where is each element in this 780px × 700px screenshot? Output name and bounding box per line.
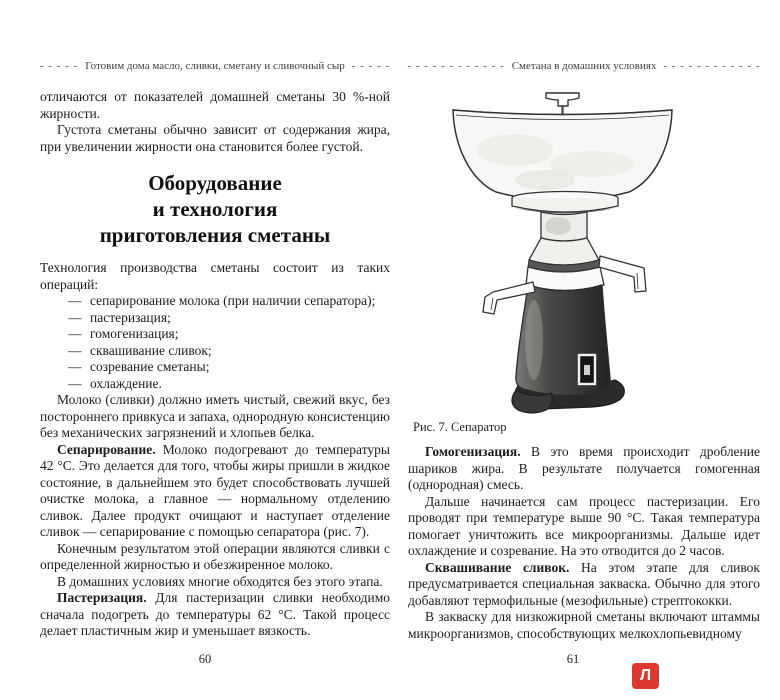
paragraph: отличаются от показателей домашней сметаны 30 %-ной жирности. (40, 89, 390, 121)
left-header-title: Готовим дома масло, сливки, сметану и сливочный сыр (85, 60, 345, 72)
watermark-letter: Л (639, 667, 652, 684)
figure-caption: Рис. 7. Сепаратор (413, 420, 507, 434)
paragraph-lead: Сепарирование. (57, 441, 156, 457)
left-page (40, 0, 390, 700)
labirint-watermark-logo (632, 663, 659, 689)
list-dash: — (68, 309, 82, 325)
paragraph: Сквашивание сливок. На этом этапе для сливок предусматривается специальная закваска. Обычно для этого добавляют термофильные (мезофильные) стрептококки. (408, 559, 760, 608)
paragraph-lead: Гомогенизация. (425, 444, 521, 459)
list-item: — гомогенизация; (68, 326, 179, 341)
chapter-title-line: и технология (152, 197, 278, 221)
separator-bowl (453, 110, 672, 201)
separator-pedestal (512, 192, 618, 291)
paragraph: В закваску для низкожирной сметаны включают штаммы микроорганизмов, способствующих мелкохлопьевидному (408, 609, 760, 641)
list-dash: — (68, 326, 82, 341)
list-dash: — (68, 342, 82, 358)
paragraph-lead: Сквашивание сливок. (425, 559, 570, 575)
list-dash: — (68, 293, 82, 308)
list-item: — пастеризация; (68, 309, 171, 325)
paragraph: Пастеризация. Для пастеризации сливки необходимо сначала подогреть до температуры 62 °С. Такой процесс делает пластичным жир и уменьшает вязкость. (40, 590, 390, 638)
left-page-number: 60 (198, 652, 212, 666)
list-item: — охлаждение. (68, 375, 162, 391)
chapter-title-line: Оборудование (148, 171, 282, 195)
left-page-text (40, 89, 390, 640)
separator-illustration (420, 88, 760, 420)
header-dashes: - - - - - - - - - - - - (663, 60, 761, 72)
right-running-head (408, 60, 760, 72)
paragraph: Конечным результатом этой операции являются сливки с определенной жирностью и обезжиренное молоко. (40, 540, 390, 572)
header-dashes: - - - - - - - - - - - - (407, 60, 505, 72)
handle-icon (546, 93, 579, 106)
paragraph: Сепарирование. Молоко подогревают до температуры 42 °С. Это делается для того, чтобы жиры пришли в жидкое состояние, в дальнейшем это будет способствовать лучшей очистке молока, а главное — нормальному отделению сливок. Далее продукт очищают и наступает отделение сливок — сепарирование с помощью сепаратора (рис. 7). (40, 441, 390, 539)
list-dash: — (68, 375, 82, 391)
paragraph-lead: Пастеризация. (57, 590, 147, 605)
chapter-title (40, 170, 390, 248)
right-page-number: 61 (566, 652, 580, 666)
paragraph: Гомогенизация. В это время происходит дробление шариков жира. В результате получается гомогенная (однородная) смесь. (408, 444, 760, 492)
chapter-title-line: приготовления сметаны (99, 223, 331, 247)
list-dash: — (68, 359, 82, 374)
list-item: — сквашивание сливок; (68, 342, 212, 358)
header-dashes: - - - - - (351, 60, 391, 72)
header-dashes: - - - - - (39, 60, 79, 72)
paragraph: Технология производства сметаны состоит из таких операций: (40, 260, 390, 292)
left-running-head (40, 60, 390, 72)
list-item: — сепарирование молока (при наличии сепаратора); (68, 293, 376, 308)
right-page-text (408, 444, 760, 642)
operations-list (68, 293, 390, 392)
list-item: — созревание сметаны; (68, 359, 210, 374)
paragraph: Густота сметаны обычно зависит от содержания жира, при увеличении жирности она становится более густой. (40, 122, 390, 154)
right-header-title: Сметана в домашних условиях (511, 60, 657, 72)
paragraph: Дальше начинается сам процесс пастеризации. Его проводят при температуре выше 90 °С. Такая температура помогает уничтожить все микроорганизмы. Дальше идет охлаждение и созревание. На это отводится до 2 часов. (408, 493, 760, 558)
paragraph: В домашних условиях многие обходятся без этого этапа. (57, 573, 383, 589)
switch-slot (579, 355, 595, 384)
paragraph: Молоко (сливки) должно иметь чистый, свежий вкус, без постороннего привкуса и запаха, однородную консистенцию без механических загрязнений и хлопьев белка. (40, 392, 390, 440)
right-spout (599, 256, 646, 292)
